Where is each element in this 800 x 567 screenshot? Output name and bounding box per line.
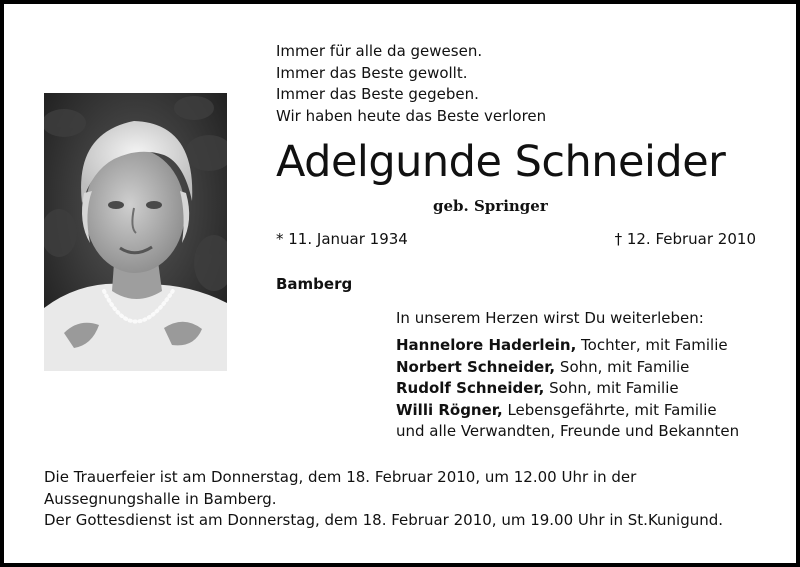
service-line: Der Gottesdienst ist am Donnerstag, dem 18. Februar 2010, um 19.00 Uhr in St.Kunigund.: [44, 511, 724, 529]
portrait-photo: [44, 93, 227, 371]
poem-line: Wir haben heute das Beste verloren: [276, 106, 547, 125]
mourner-name: Willi Rögner,: [396, 400, 503, 419]
mourner-entry: [396, 378, 739, 400]
service-line: Aussegnungshalle in Bamberg.: [44, 489, 277, 508]
maiden-name: geb. Springer: [433, 197, 548, 215]
mourners-closing: und alle Verwandten, Freunde und Bekannten: [396, 422, 740, 440]
service-line: Die Trauerfeier ist am Donnerstag, dem 18. Februar 2010, um 12.00 Uhr in der: [44, 468, 637, 486]
mourner-relation: Sohn, mit Familie: [559, 357, 690, 376]
mourner-name: Hannelore Haderlein,: [396, 336, 577, 354]
mourner-entry: [396, 335, 739, 357]
deceased-name: Adelgunde Schneider: [276, 137, 726, 187]
mourners-intro: In unserem Herzen wirst Du weiterleben:: [396, 309, 704, 327]
service-details: [44, 467, 723, 532]
poem-line: Immer das Beste gewollt.: [276, 63, 468, 82]
mourner-relation: Sohn, mit Familie: [549, 379, 679, 397]
poem-line: Immer das Beste gegeben.: [276, 85, 479, 103]
mourner-name: Norbert Schneider,: [396, 357, 556, 376]
memorial-poem: [276, 41, 546, 127]
mourner-entry: [396, 400, 739, 422]
mourner-entry: [396, 357, 739, 379]
death-date: † 12. Februar 2010: [614, 230, 756, 248]
mourners-list: [396, 335, 739, 443]
birth-date: * 11. Januar 1934: [276, 230, 408, 248]
mourner-name: Rudolf Schneider,: [396, 379, 545, 397]
mourner-relation: Tochter, mit Familie: [581, 336, 728, 354]
poem-line: Immer für alle da gewesen.: [276, 42, 483, 60]
place-name: Bamberg: [276, 275, 353, 293]
mourner-relation: Lebensgefährte, mit Familie: [507, 400, 717, 419]
